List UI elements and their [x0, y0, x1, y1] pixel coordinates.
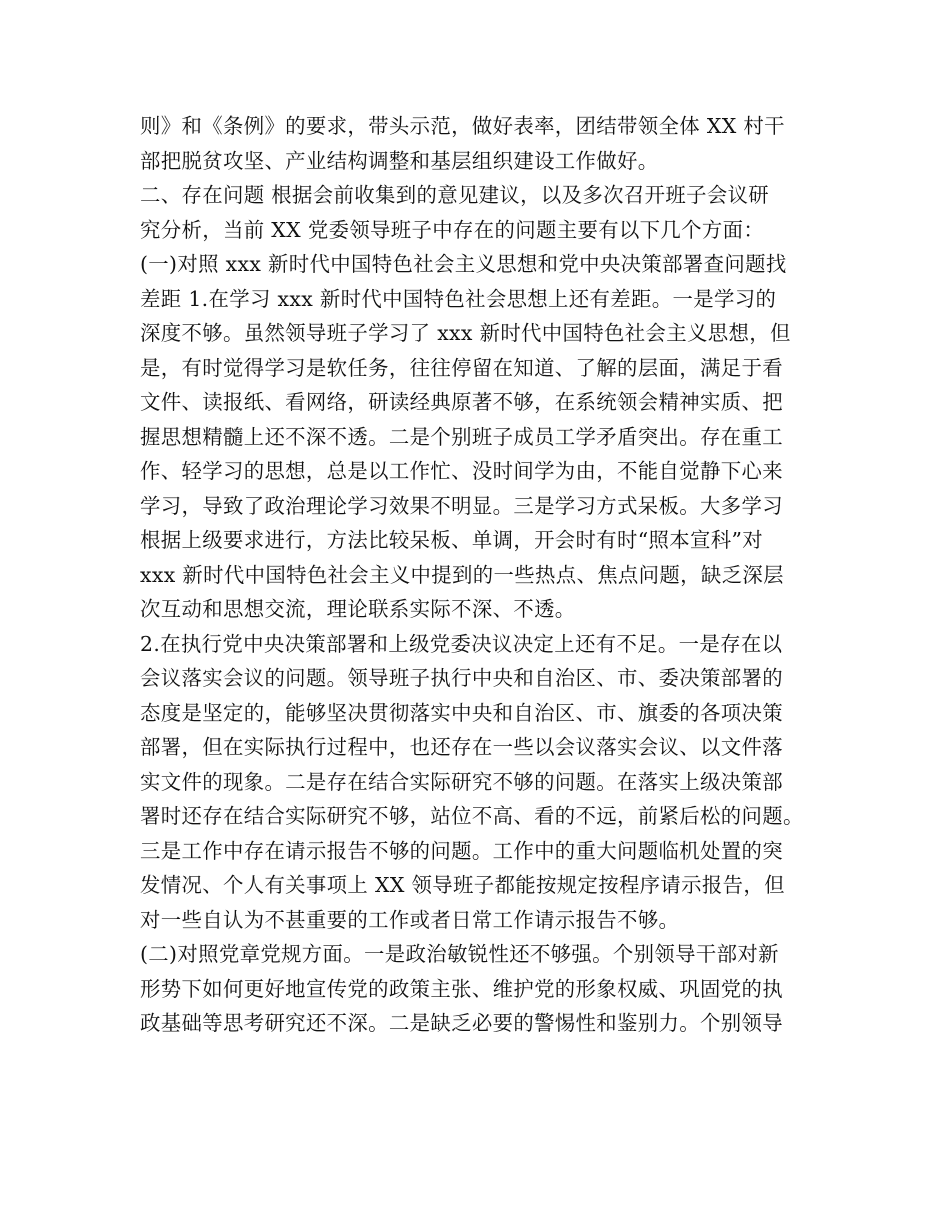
- text-line: 政基础等思考研究还不深。二是缺乏必要的警惕性和鉴别力。个别领导: [140, 1011, 783, 1035]
- text-line: 差距 1.在学习 xxx 新时代中国特色社会思想上还有差距。一是学习的: [140, 286, 777, 311]
- text-line: 作、轻学习的思想，总是以工作忙、没时间学为由，不能自觉静下心来: [140, 459, 783, 483]
- section-heading-line: 二、存在问题 根据会前收集到的意见建议，以及多次召开班子会议研: [140, 183, 770, 207]
- numbered-item-line: 2.在执行党中央决策部署和上级党委决议决定上还有不足。一是存在以: [140, 631, 783, 656]
- text-line: 实文件的现象。二是存在结合实际研究不够的问题。在落实上级决策部: [140, 769, 783, 794]
- text-line: 是，有时觉得学习是软任务，往往停留在知道、了解的层面，满足于看: [140, 355, 783, 380]
- text-line: 发情况、个人有关事项上 XX 领导班子都能按规定按程序请示报告，但: [140, 873, 785, 897]
- body-text: [140, 109, 830, 1041]
- text-line: 三是工作中存在请示报告不够的问题。工作中的重大问题临机处置的突: [140, 838, 783, 863]
- text-line: 根据上级要求进行，方法比较呆板、单调，开会时有时“照本宣科”对: [140, 528, 764, 552]
- text-line: 对一些自认为不甚重要的工作或者日常工作请示报告不够。: [140, 907, 680, 932]
- text-line: 态度是坚定的，能够坚决贯彻落实中央和自治区、市、旗委的各项决策: [140, 700, 783, 725]
- text-line: 会议落实会议的问题。领导班子执行中央和自治区、市、委决策部署的: [140, 666, 783, 690]
- text-line: 署时还存在结合实际研究不够，站位不高、看的不远，前紧后松的问题。: [140, 804, 804, 828]
- text-line: 部署，但在实际执行过程中，也还存在一些以会议落实会议、以文件落: [140, 735, 783, 759]
- text-line: 究分析，当前 XX 党委领导班子中存在的问题主要有以下几个方面：: [140, 217, 765, 242]
- text-line: 次互动和思想交流，理论联系实际不深、不透。: [140, 597, 576, 621]
- text-line: 形势下如何更好地宣传党的政策主张、维护党的形象权威、巩固党的执: [140, 976, 783, 1001]
- text-line: 握思想精髓上还不深不透。二是个别班子成员工学矛盾突出。存在重工: [140, 424, 783, 449]
- subsection-heading-line: (二)对照党章党规方面。一是政治敏锐性还不够强。个别领导干部对新: [140, 942, 779, 966]
- text-line: 部把脱贫攻坚、产业结构调整和基层组织建设工作做好。: [140, 148, 659, 173]
- text-line: 则》和《条例》的要求，带头示范，做好表率，团结带领全体 XX 村干: [140, 114, 785, 138]
- text-line: xxx 新时代中国特色社会主义中提到的一些热点、焦点问题，缺乏深层: [140, 562, 784, 587]
- subsection-heading-line: (一)对照 xxx 新时代中国特色社会主义思想和党中央决策部署查问题找: [140, 252, 787, 276]
- text-line: 学习，导致了政治理论学习效果不明显。三是学习方式呆板。大多学习: [140, 493, 783, 518]
- text-line: 文件、读报纸、看网络，研读经典原著不够，在系统领会精神实质、把: [140, 390, 783, 414]
- text-line: 深度不够。虽然领导班子学习了 xxx 新时代中国特色社会主义思想，但: [140, 321, 791, 345]
